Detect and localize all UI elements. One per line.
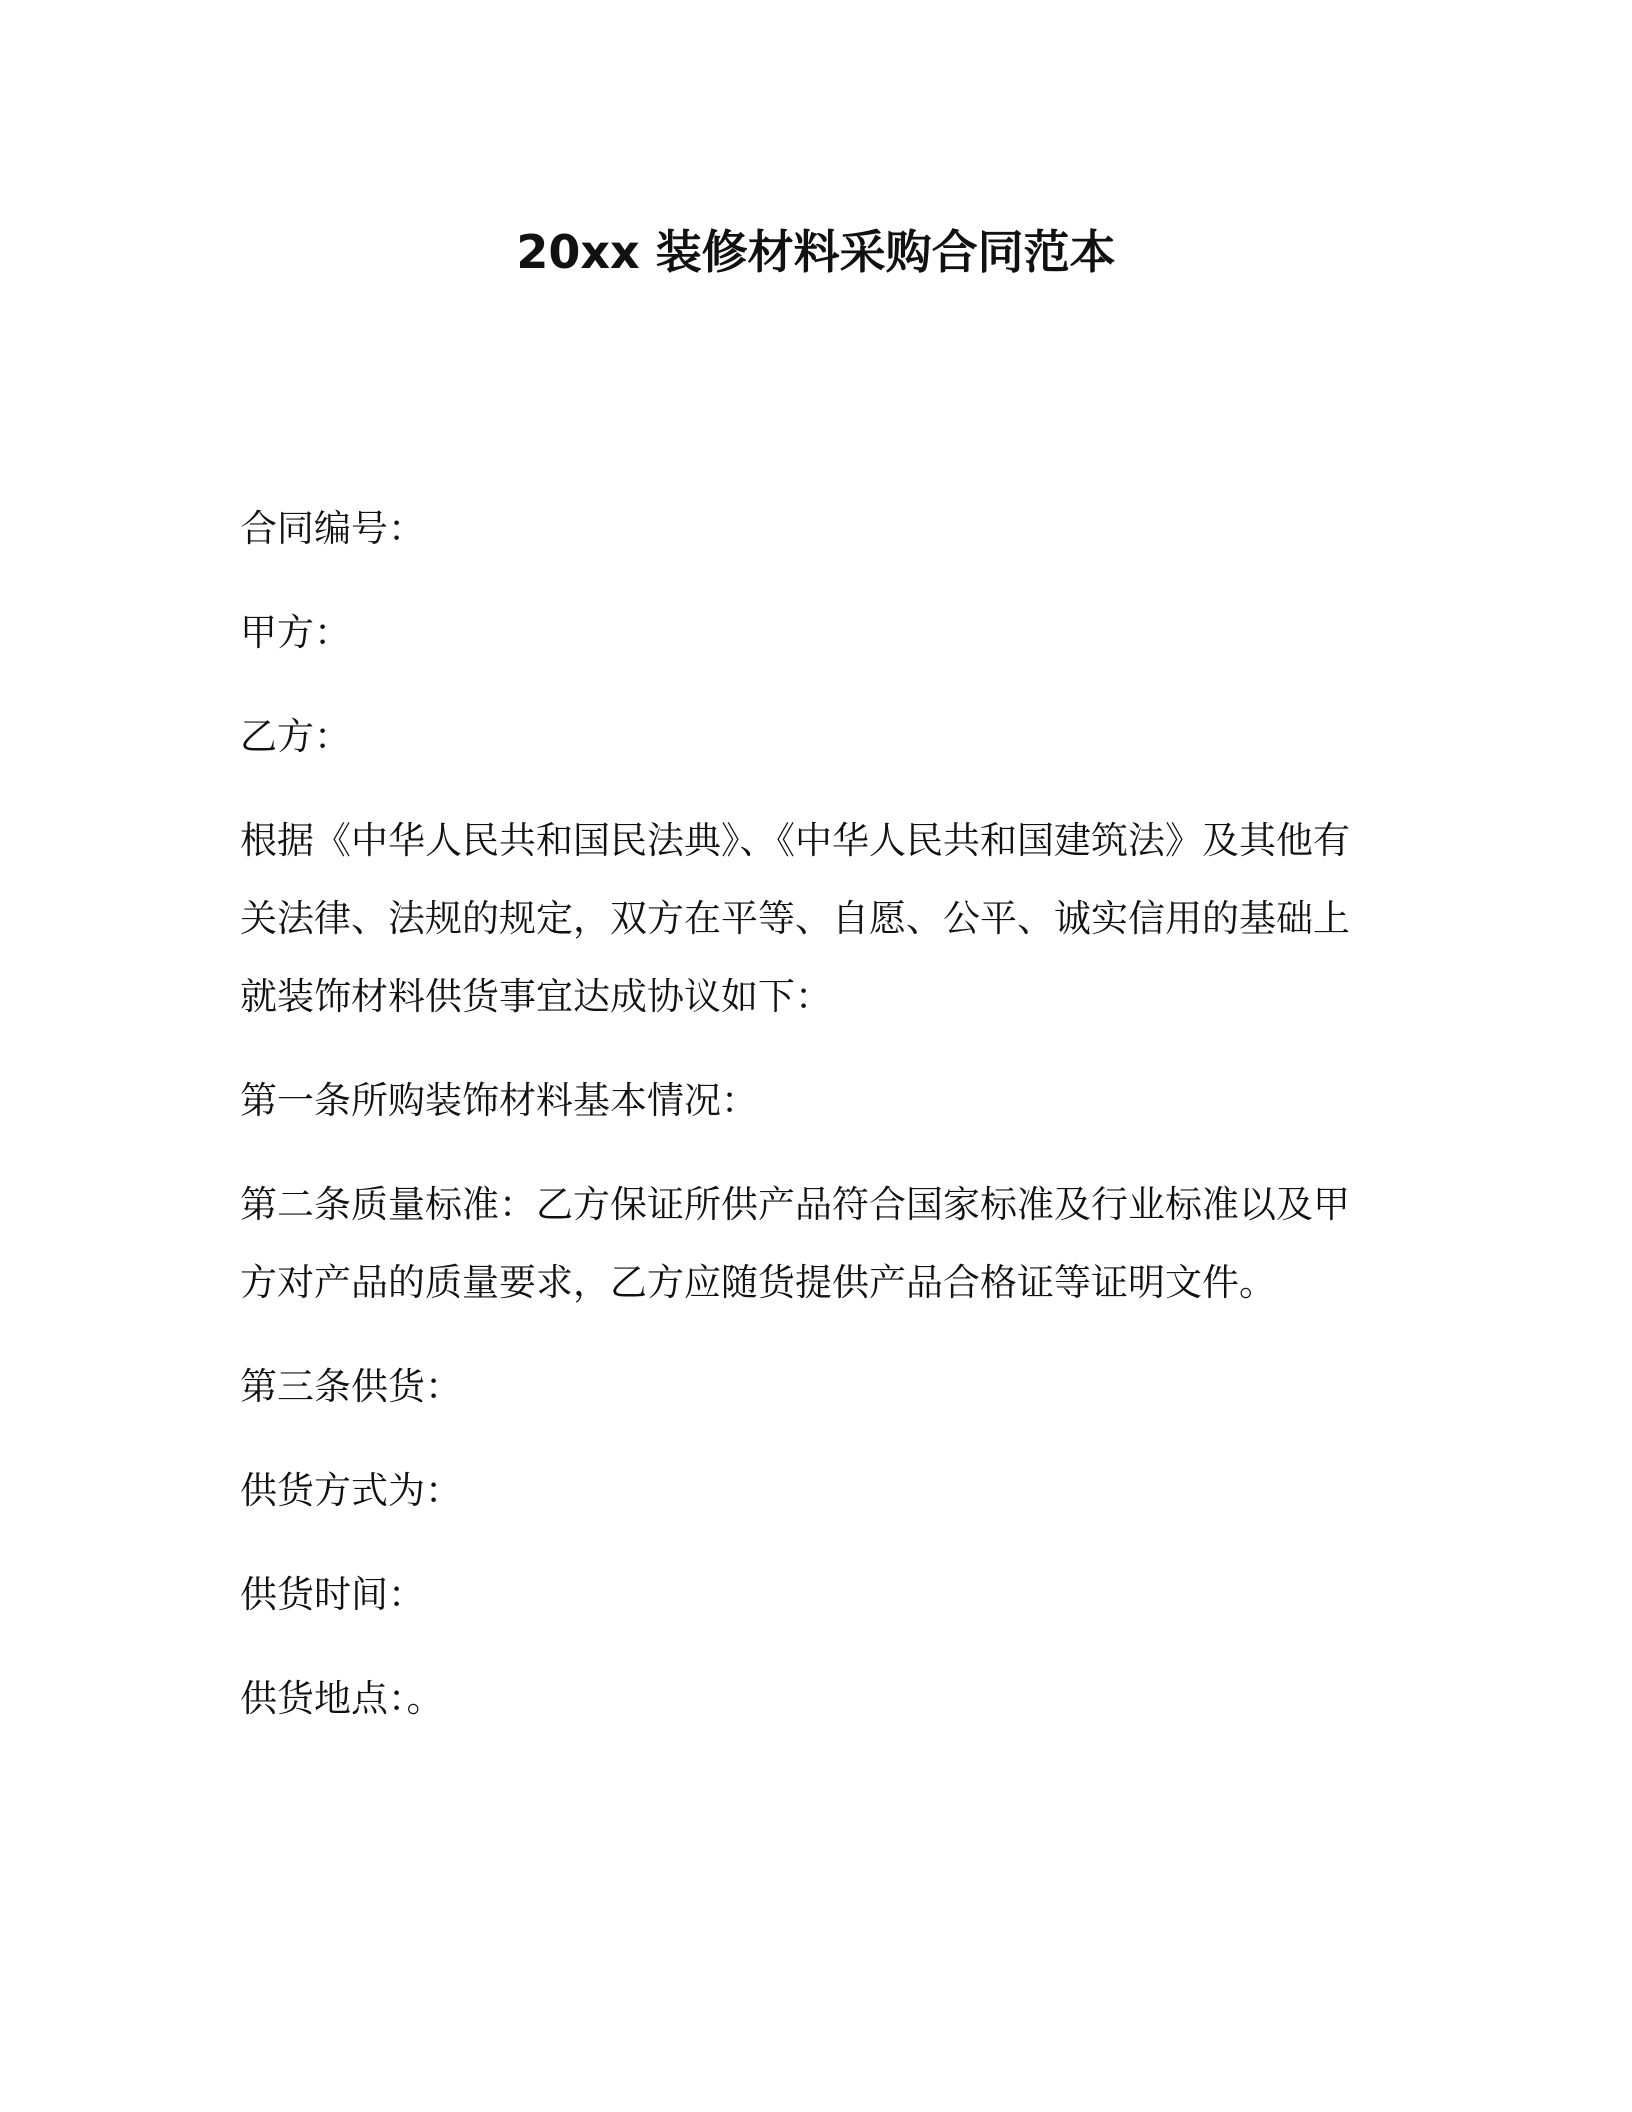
preamble-paragraph: 根据《中华人民共和国民法典》、《中华人民共和国建筑法》及其他有关法律、法规的规定，双方在平等、自愿、公平、诚实信用的基础上就装饰材料供货事宜达成协议如下： — [240, 819, 1350, 1018]
supply-location-line: 供货地点：。 — [240, 1677, 444, 1720]
supply-method-line: 供货方式为： — [240, 1469, 462, 1512]
article-2-paragraph: 第二条质量标准：乙方保证所供产品符合国家标准及行业标准以及甲方对产品的质量要求，乙方应随货提供产品合格证等证明文件。 — [240, 1183, 1350, 1304]
party-b-line: 乙方： — [240, 715, 351, 758]
article-1-heading: 第一条所购装饰材料基本情况： — [240, 1079, 758, 1122]
contract-number-line: 合同编号： — [240, 507, 425, 550]
document-title: 20xx 装修材料采购合同范本 — [516, 225, 1116, 279]
document-body — [240, 500, 1370, 1774]
supply-time-line: 供货时间： — [240, 1573, 425, 1616]
party-a-line: 甲方： — [240, 611, 351, 654]
article-3-heading: 第三条供货： — [240, 1365, 462, 1408]
